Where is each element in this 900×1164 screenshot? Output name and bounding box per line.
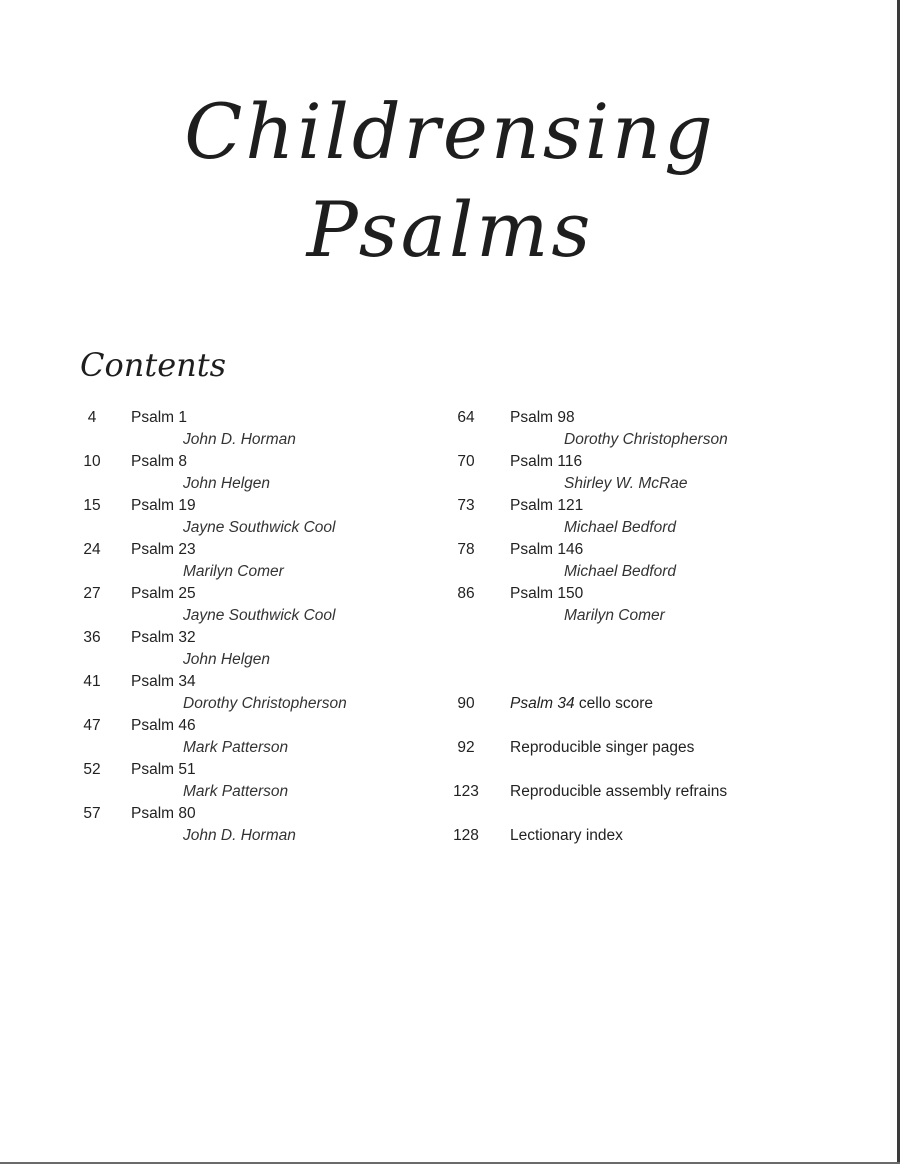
- entry-title: [510, 695, 653, 713]
- book-title-line-1: Childrensing: [184, 87, 716, 176]
- toc-entry[interactable]: [78, 495, 458, 539]
- entry-title: Psalm 98: [510, 409, 575, 426]
- toc-left-column: [78, 407, 458, 847]
- entry-title-italic: Psalm 34: [510, 695, 575, 712]
- page-number: 57: [83, 805, 101, 822]
- page-number: 15: [83, 497, 101, 514]
- toc-entry[interactable]: [448, 693, 828, 737]
- page-number: 78: [457, 541, 475, 558]
- page-number: 90: [457, 695, 475, 712]
- composer-name: Jayne Southwick Cool: [183, 519, 336, 536]
- composer-name: John D. Horman: [183, 431, 296, 448]
- toc-entry[interactable]: [78, 627, 458, 671]
- entry-title: Psalm 146: [510, 541, 584, 558]
- composer-name: Marilyn Comer: [183, 563, 284, 580]
- toc-entry[interactable]: [78, 671, 458, 715]
- page-number: 47: [83, 717, 101, 734]
- toc-entry[interactable]: [78, 407, 458, 451]
- page-number: 128: [453, 827, 479, 844]
- entry-title: Psalm 46: [131, 717, 196, 734]
- entry-title: Psalm 80: [131, 805, 196, 822]
- composer-name: John Helgen: [183, 651, 271, 668]
- toc-entry[interactable]: [448, 451, 828, 495]
- page-number: 64: [457, 409, 475, 426]
- entry-title: Psalm 19: [131, 497, 196, 514]
- composer-name: John Helgen: [183, 475, 271, 492]
- entry-title: Psalm 121: [510, 497, 584, 514]
- entry-title: Psalm 34: [131, 673, 196, 690]
- page-number: 52: [83, 761, 101, 778]
- page-number: 73: [457, 497, 475, 514]
- composer-name: Mark Patterson: [183, 739, 289, 756]
- entry-title: Psalm 51: [131, 761, 196, 778]
- page-number: 24: [83, 541, 101, 558]
- entry-title: Psalm 8: [131, 453, 187, 470]
- composer-name: Dorothy Christopherson: [564, 431, 728, 448]
- composer-name: Michael Bedford: [564, 519, 677, 536]
- column-gap: [448, 671, 828, 693]
- page-number: 123: [453, 783, 479, 800]
- page-number: 10: [83, 453, 101, 470]
- composer-name: Marilyn Comer: [564, 607, 665, 624]
- toc-entry[interactable]: [78, 539, 458, 583]
- page-number: 36: [83, 629, 101, 646]
- toc-entry[interactable]: [448, 407, 828, 451]
- toc-entry[interactable]: [448, 737, 828, 781]
- toc-right-column: [448, 407, 828, 869]
- book-title-line-2: Psalms: [306, 185, 594, 274]
- toc-entry[interactable]: [448, 539, 828, 583]
- entry-title: Psalm 116: [510, 453, 583, 470]
- page-number: 70: [457, 453, 475, 470]
- page-number: 4: [87, 409, 97, 426]
- page-number: 27: [83, 585, 101, 602]
- toc-entry[interactable]: [78, 583, 458, 627]
- toc-entry[interactable]: [448, 825, 828, 869]
- toc-entry[interactable]: [78, 759, 458, 803]
- entry-title: Psalm 150: [510, 585, 584, 602]
- composer-name: Jayne Southwick Cool: [183, 607, 336, 624]
- composer-name: Shirley W. McRae: [564, 475, 688, 492]
- composer-name: Michael Bedford: [564, 563, 677, 580]
- page-number: 86: [457, 585, 475, 602]
- entry-title: Psalm 32: [131, 629, 196, 646]
- toc-entry[interactable]: [78, 715, 458, 759]
- entry-title: Psalm 23: [131, 541, 196, 558]
- page-number: 92: [457, 739, 475, 756]
- entry-title: Lectionary index: [510, 827, 623, 844]
- entry-title: Reproducible assembly refrains: [510, 783, 728, 800]
- composer-name: Mark Patterson: [183, 783, 289, 800]
- toc-entry[interactable]: [448, 781, 828, 825]
- composer-name: Dorothy Christopherson: [183, 695, 347, 712]
- entry-title: Reproducible singer pages: [510, 739, 695, 756]
- toc-entry[interactable]: [78, 451, 458, 495]
- column-gap: [448, 627, 828, 671]
- toc-entry[interactable]: [448, 495, 828, 539]
- contents-heading: Contents: [80, 346, 227, 384]
- toc-entry[interactable]: [448, 583, 828, 627]
- composer-name: John D. Horman: [183, 827, 296, 844]
- entry-title: Psalm 1: [131, 409, 187, 426]
- toc-entry[interactable]: [78, 803, 458, 847]
- entry-title: Psalm 25: [131, 585, 196, 602]
- entry-title-rest: cello score: [574, 695, 654, 712]
- page-number: 41: [83, 673, 101, 690]
